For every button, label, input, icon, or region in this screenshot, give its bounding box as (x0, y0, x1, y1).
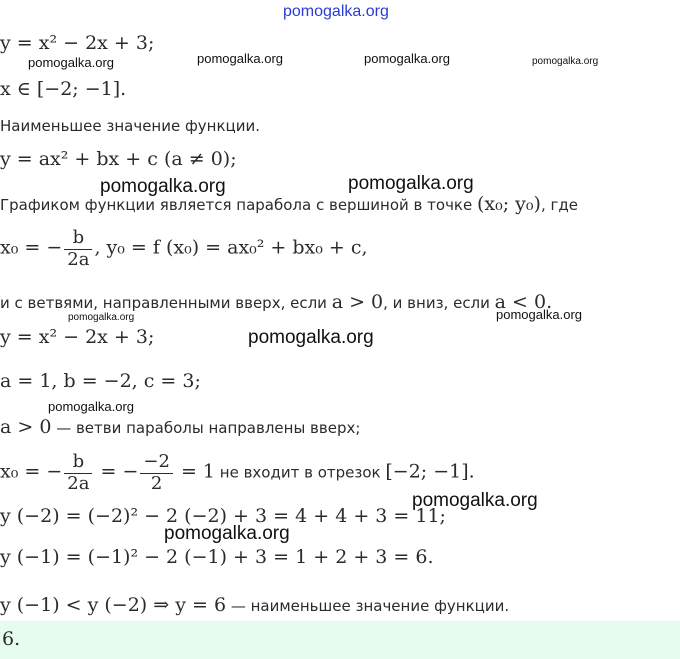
general-quadratic: y = ax² + bx + c (a ≠ 0); (0, 148, 237, 170)
task-statement: Наименьшее значение функции. (0, 117, 261, 135)
site-link[interactable]: pomogalka.org (283, 3, 389, 20)
vertex-formula: x₀ = − $\frac{b}{2a}$ , y₀ = f (x₀) = ax₀² + bx₀ + c, (0, 227, 368, 270)
interval-definition: x ∈ [−2; −1]. (0, 78, 127, 100)
watermark: pomogalka.org (197, 51, 283, 66)
watermark: pomogalka.org (496, 307, 582, 322)
fraction-minus2-over-2: $\frac{-2}{2}$ (140, 452, 173, 494)
watermark: pomogalka.org (48, 399, 134, 414)
watermark: pomogalka.org (28, 55, 114, 70)
watermark: pomogalka.org (532, 56, 599, 67)
branches-description: и с ветвями, направленными вверх, если a > 0, и вниз, если a < 0. (0, 291, 553, 313)
watermark: pomogalka.org (364, 51, 450, 66)
function-definition: y = x² − 2x + 3; (0, 32, 155, 54)
answer-value: 6. (2, 628, 21, 650)
answer-box (0, 621, 680, 659)
coefficients: a = 1, b = −2, c = 3; (0, 370, 201, 392)
fraction-b-over-2a: $\frac{b}{2a}$ (64, 228, 92, 270)
watermark: pomogalka.org (100, 176, 226, 197)
value-at-minus-2: y (−2) = (−2)² − 2 (−2) + 3 = 4 + 4 + 3 = 11; (0, 505, 446, 527)
watermark: pomogalka.org (412, 490, 538, 511)
watermark: pomogalka.org (348, 173, 474, 194)
value-at-minus-1: y (−1) = (−1)² − 2 (−1) + 3 = 1 + 2 + 3 = 6. (0, 546, 434, 568)
watermark: pomogalka.org (164, 523, 290, 544)
watermark: pomogalka.org (68, 312, 135, 323)
watermark: pomogalka.org (248, 327, 374, 348)
vertex-computation: x₀ = − $\frac{b}{2a}$ = − $\frac{-2}{2}$ = 1 не входит в отрезок [−2; −1]. (0, 451, 475, 494)
vertex-description: Графиком функции является парабола с вершиной в точке (x₀; y₀), где (0, 193, 578, 215)
conclusion: y (−1) < y (−2) ⇒ y = 6 — наименьшее значение функции. (0, 594, 510, 616)
fraction-b-over-2a: $\frac{b}{2a}$ (64, 452, 92, 494)
branches-up-statement: a > 0 — ветви параболы направлены вверх; (0, 416, 361, 438)
function-restated: y = x² − 2x + 3; (0, 326, 155, 348)
